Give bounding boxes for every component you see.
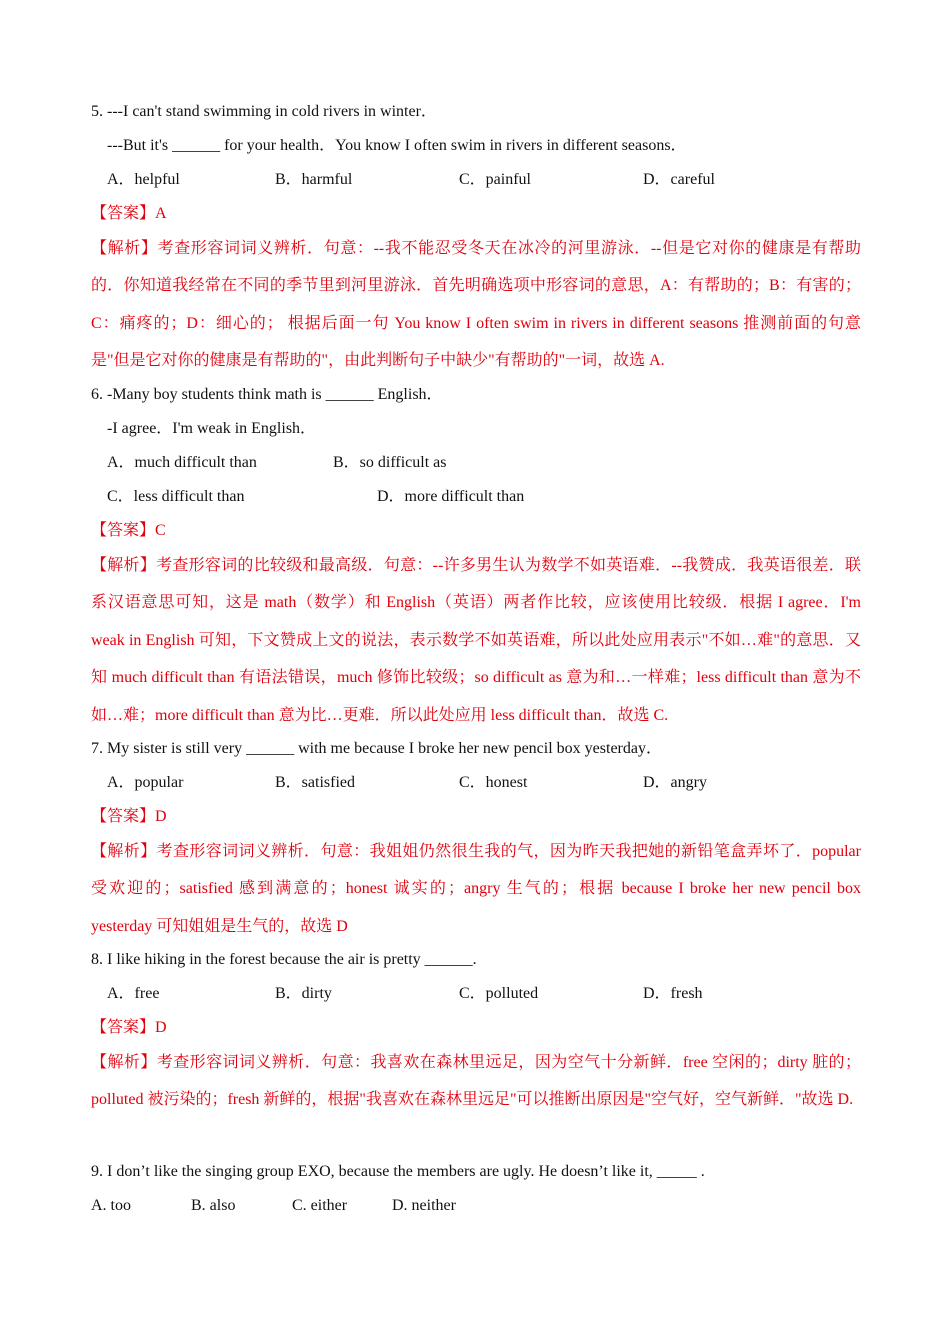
question-8-stem: 8. I like hiking in the forest because the air is pretty ______. bbox=[91, 951, 477, 968]
question-7-option-a: A．popular bbox=[107, 774, 184, 791]
question-9-stem: 9. I don’t like the singing group EXO, because the members are ugly. He doesn’t like it, _____ . bbox=[91, 1163, 705, 1180]
question-9-option-a: A. too bbox=[91, 1197, 131, 1214]
question-5-stem: 5. ---I can't stand swimming in cold rivers in winter． bbox=[91, 103, 437, 120]
question-6-option-d: D．more difficult than bbox=[377, 488, 525, 505]
question-6-answer: 【答案】C bbox=[91, 522, 166, 539]
question-6-option-a: A．much difficult than bbox=[107, 454, 257, 471]
question-8-option-a: A．free bbox=[107, 985, 160, 1002]
question-5-stem-reply: ---But it's ______ for your health．You know I often swim in rivers in different seasons． bbox=[107, 137, 687, 154]
question-8-answer: 【答案】D bbox=[91, 1019, 167, 1036]
question-6-explanation: 【解析】考查形容词的比较级和最高级．句意：--许多男生认为数学不如英语难．--我赞成．我英语很差．联系汉语意思可知，这是 math（数学）和 English（英语）两者作比较，应该使用比较级．根据 I agree．I'm weak in English 可知，下文赞成上文的说法，表示数学不如英语难，所以此处应用表示"不如…难"的意思．又知 much difficult than 有语法错误，much 修饰比较级；so difficult as 意为和…一样难；less difficult than 意为不如…难；more difficult than 意为比…更难．所以此处应用 less difficult than．故选 C. bbox=[91, 557, 861, 724]
question-9-option-d: D. neither bbox=[392, 1197, 456, 1214]
question-9-option-b: B. also bbox=[191, 1197, 236, 1214]
question-6-stem-reply: -I agree．I'm weak in English． bbox=[107, 420, 317, 437]
question-6-stem: 6. -Many boy students think math is ______ English． bbox=[91, 386, 443, 403]
question-8-option-d: D．fresh bbox=[643, 985, 703, 1002]
question-5-option-c: C．painful bbox=[459, 171, 531, 188]
question-8-option-c: C．polluted bbox=[459, 985, 539, 1002]
question-7-answer: 【答案】D bbox=[91, 808, 167, 825]
question-5-answer: 【答案】A bbox=[91, 205, 167, 222]
question-7-option-c: C．honest bbox=[459, 774, 528, 791]
question-7-stem: 7. My sister is still very ______ with me because I broke her new pencil box yesterday． bbox=[91, 740, 662, 757]
question-6-option-b: B．so difficult as bbox=[333, 454, 447, 471]
question-8-option-b: B．dirty bbox=[275, 985, 332, 1002]
question-5-option-a: A．helpful bbox=[107, 171, 180, 188]
question-7-option-d: D．angry bbox=[643, 774, 707, 791]
question-7-option-b: B．satisfied bbox=[275, 774, 355, 791]
question-6-option-c: C．less difficult than bbox=[107, 488, 245, 505]
question-5-explanation: 【解析】考查形容词词义辨析．句意：--我不能忍受冬天在冰冷的河里游泳．--但是它对你的健康是有帮助的．你知道我经常在不同的季节里到河里游泳．首先明确选项中形容词的意思，A：有帮助的；B：有害的；C：痛疼的；D：细心的； 根据后面一句 You know I often swim in rivers in different seasons 推测前面的句意是"但是它对你的健康是有帮助的"，由此判断句子中缺少"有帮助的"一词，故选 A. bbox=[91, 240, 861, 370]
question-7-explanation: 【解析】考查形容词词义辨析．句意：我姐姐仍然很生我的气，因为昨天我把她的新铅笔盒弄坏了．popular 受欢迎的；satisfied 感到满意的；honest 诚实的；angry 生气的；根据 because I broke her new pencil box yesterday 可知姐姐是生气的，故选 D bbox=[91, 843, 861, 935]
question-5-option-b: B．harmful bbox=[275, 171, 353, 188]
question-9-option-c: C. either bbox=[292, 1197, 348, 1214]
question-5-option-d: D．careful bbox=[643, 171, 715, 188]
question-8-explanation: 【解析】考查形容词词义辨析．句意：我喜欢在森林里远足，因为空气十分新鲜．free 空闲的；dirty 脏的；polluted 被污染的；fresh 新鲜的，根据"我喜欢在森林里远足"可以推断出原因是"空气好，空气新鲜．"故选 D. bbox=[91, 1054, 861, 1109]
